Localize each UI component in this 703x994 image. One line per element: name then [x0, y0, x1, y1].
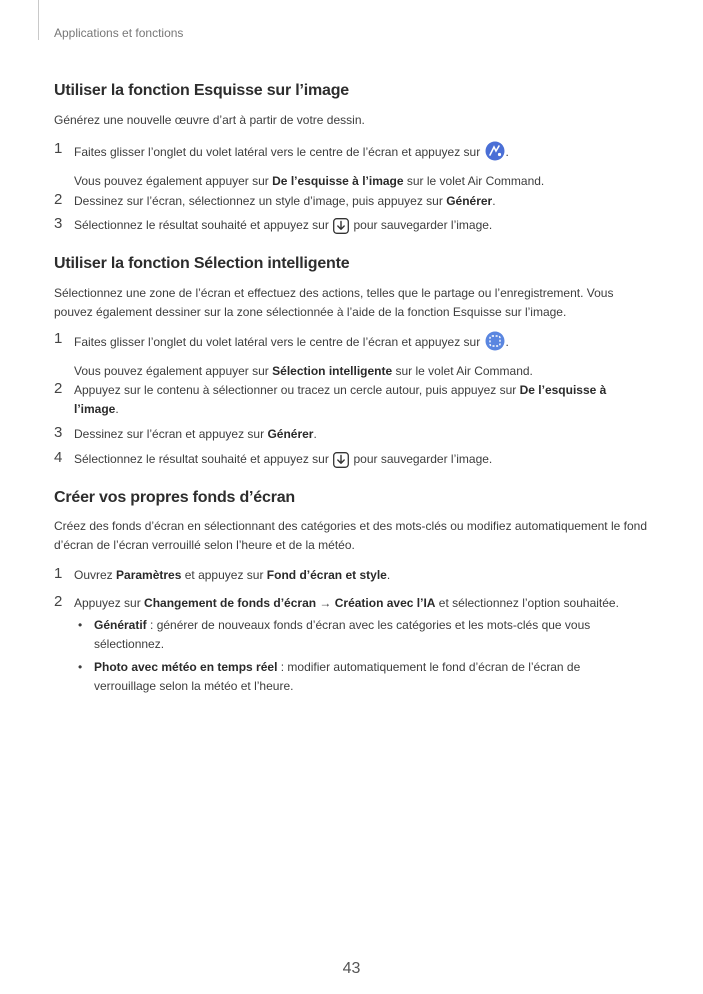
section-intro-sketch: Générez une nouvelle œuvre d’art à partir de votre dessin.	[54, 113, 365, 127]
margin-line	[38, 0, 39, 40]
section-intro-smart-select: Sélectionnez une zone de l’écran et effectuez des actions, telles que le partage ou l’enregistrement. Vous pouvez également dessiner sur la zone sélectionnée à l’aide de la fonction Esquisse sur l’image.	[54, 286, 614, 319]
option-weather-photo-label: Photo avec météo en temps réel	[94, 660, 278, 674]
option-description: : modifier automatiquement le fond d’écran de l’écran de verrouillage selon la météo et l’heure.	[94, 660, 581, 693]
smart-select-icon	[485, 331, 505, 357]
step-number: 2	[54, 380, 63, 397]
step-text-end: pour sauvegarder l’image.	[350, 218, 493, 232]
step-smart-3	[54, 425, 654, 444]
step-text-end: .	[492, 194, 496, 208]
step-text-end: .	[505, 335, 509, 349]
generate-label: Générer	[446, 194, 493, 208]
step-text: Faites glisser l’onglet du volet latéral vers le centre de l’écran et appuyez sur	[74, 145, 484, 159]
step-wallpaper-1	[54, 566, 654, 585]
section-title-sketch: Utiliser la fonction Esquisse sur l’image	[54, 82, 349, 99]
change-wallpaper-label: Changement de fonds d’écran	[144, 596, 317, 610]
step-number: 3	[54, 215, 63, 232]
step-sub-text: Vous pouvez également appuyer sur	[74, 364, 273, 378]
step-number: 2	[54, 191, 63, 208]
ai-creation-label: Création avec l’IA	[334, 596, 436, 610]
step-text: et appuyez sur	[181, 568, 267, 582]
section-title-smart-select: Utiliser la fonction Sélection intelligente	[54, 255, 350, 272]
section-intro-wallpaper: Créez des fonds d’écran en sélectionnant des catégories et des mots-clés ou modifiez automatiquement le fond d’écran de l’écran verrouillé selon l’heure et de la météo.	[54, 519, 648, 552]
step-number: 3	[54, 424, 63, 441]
list-item	[74, 616, 634, 654]
step-number: 1	[54, 330, 63, 347]
step-number: 2	[54, 593, 63, 610]
step-text: Ouvrez	[74, 568, 117, 582]
step-number: 4	[54, 449, 63, 466]
step-text-end: .	[505, 145, 509, 159]
option-description: : générer de nouveaux fonds d’écran avec les catégories et les mots-clés que vous sélectionnez.	[94, 618, 591, 651]
page-number: 43	[342, 960, 361, 977]
settings-label: Paramètres	[116, 568, 182, 582]
menu-label-sketch-to-image: De l’esquisse à l’image	[272, 174, 404, 188]
bullet-dot: •	[78, 618, 83, 632]
running-header: Applications et fonctions	[54, 26, 184, 40]
menu-label-smart-select: Sélection intelligente	[272, 364, 393, 378]
step-text-end: pour sauvegarder l’image.	[350, 452, 493, 466]
arrow-separator: →	[316, 596, 335, 610]
step-sub-text-end: sur le volet Air Command.	[392, 364, 533, 378]
step-sub-text-end: sur le volet Air Command.	[403, 174, 545, 188]
step-text-end: .	[115, 402, 119, 416]
step-text: Appuyez sur le contenu à sélectionner ou tracez un cercle autour, puis appuyez sur	[74, 383, 520, 397]
save-download-icon	[333, 218, 349, 240]
generate-label: Générer	[267, 427, 314, 441]
step-text: Dessinez sur l’écran et appuyez sur	[74, 427, 268, 441]
step-text-end: .	[313, 427, 317, 441]
sketch-to-image-icon	[485, 141, 505, 167]
step-text: Appuyez sur	[74, 596, 145, 610]
bullet-dot: •	[78, 660, 83, 674]
step-sketch-2	[54, 192, 654, 211]
wallpaper-style-label: Fond d’écran et style	[266, 568, 387, 582]
step-text: Sélectionnez le résultat souhaité et appuyez sur	[74, 218, 333, 232]
step-number: 1	[54, 565, 63, 582]
step-text: Dessinez sur l’écran, sélectionnez un style d’image, puis appuyez sur	[74, 194, 447, 208]
option-generative-label: Génératif	[94, 618, 147, 632]
step-smart-1	[54, 331, 654, 381]
step-text: Faites glisser l’onglet du volet latéral vers le centre de l’écran et appuyez sur	[74, 335, 484, 349]
step-sketch-1	[54, 141, 654, 191]
step-text-end: .	[386, 568, 391, 582]
menu-label-sketch-to-image: De l’esquisse à l’image	[74, 383, 607, 416]
step-text: Sélectionnez le résultat souhaité et appuyez sur	[74, 452, 333, 466]
section-title-wallpaper: Créer vos propres fonds d’écran	[54, 489, 295, 506]
step-sub-text: Vous pouvez également appuyer sur	[74, 174, 273, 188]
step-wallpaper-2	[54, 594, 654, 613]
step-text-end: et sélectionnez l’option souhaitée.	[435, 596, 619, 610]
step-smart-4	[54, 450, 654, 474]
step-smart-2	[54, 381, 654, 419]
wallpaper-options-list	[74, 616, 634, 700]
step-sketch-3	[54, 216, 654, 240]
list-item	[74, 658, 634, 696]
save-download-icon	[333, 452, 349, 474]
step-number: 1	[54, 140, 63, 157]
